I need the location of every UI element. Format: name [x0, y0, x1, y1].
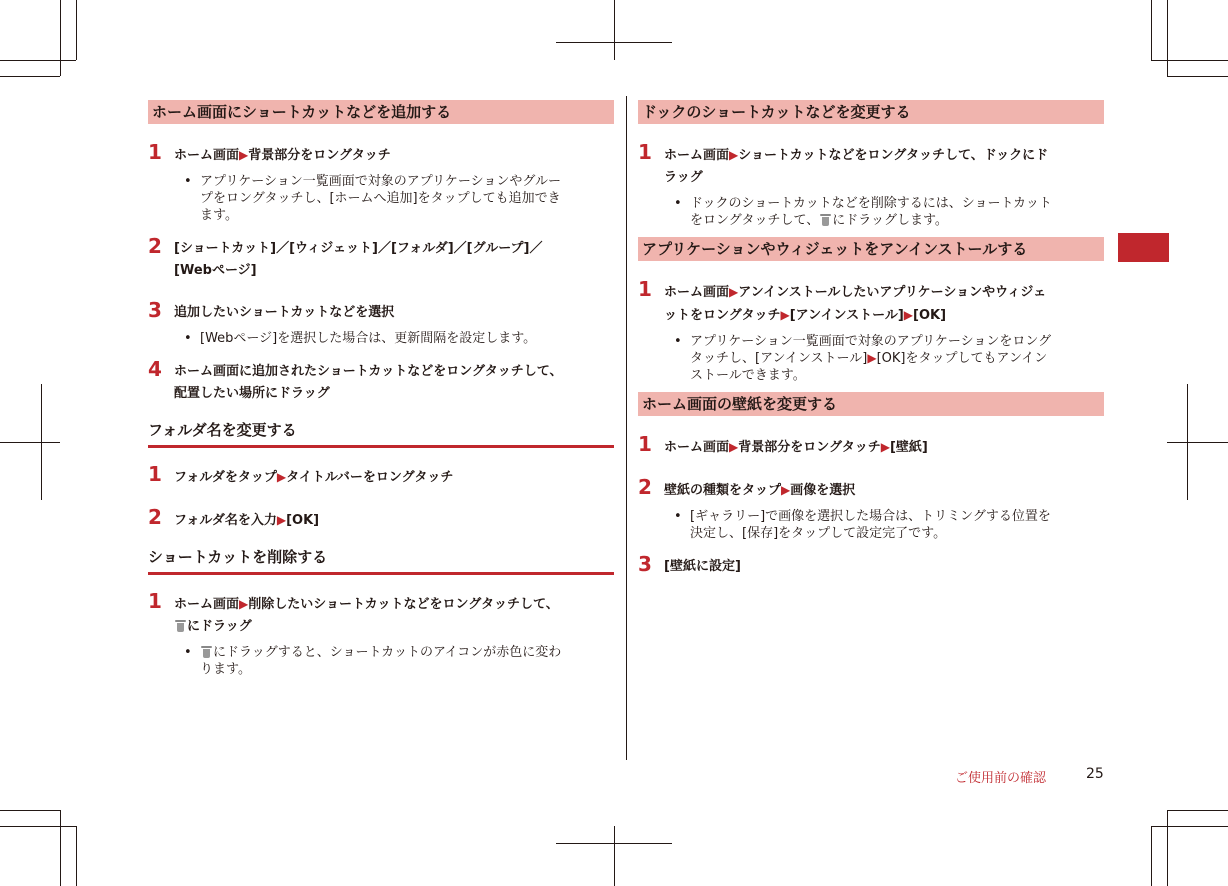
step: 3 [壁紙に設定]	[638, 552, 741, 576]
step-number: 1	[638, 432, 652, 456]
trash-icon	[201, 646, 212, 658]
arrow-icon: ▶	[729, 285, 739, 299]
column-divider	[626, 96, 627, 760]
step: 1 ホーム画面▶ショートカットなどをロングタッチして、ドックにド ラッグ	[638, 140, 1049, 185]
step-number: 1	[638, 140, 652, 164]
chapter-label: ご使用前の確認	[955, 771, 1047, 786]
page-number: 25	[1086, 766, 1104, 782]
step-number: 3	[148, 298, 162, 322]
note: • [ギャラリー]で画像を選択した場合は、トリミングする位置を 決定し、[保存]をタップして設定完了です。	[674, 509, 1051, 541]
note: • アプリケーション一覧画面で対象のアプリケーションやグルー プをロングタッチし、[ホームへ追加]をタップしても追加でき ます。	[184, 174, 562, 223]
note: • ドックのショートカットなどを削除するには、ショートカット をロングタッチして、 にドラッグします。	[674, 196, 1052, 228]
arrow-icon: ▶	[880, 440, 890, 454]
note: • アプリケーション一覧画面で対象のアプリケーションをロング タッチし、[アンインストール]▶[OK]をタップしてもアンイン ストールできます。	[674, 334, 1052, 383]
section-heading: ドックのショートカットなどを変更する	[638, 100, 1104, 124]
section-heading: フォルダ名を変更する	[148, 419, 614, 448]
step: 1 ホーム画面▶背景部分をロングタッチ	[148, 140, 391, 164]
step: 3 追加したいショートカットなどを選択	[148, 298, 395, 322]
arrow-icon: ▶	[276, 470, 287, 484]
step: 1 ホーム画面▶背景部分をロングタッチ▶[壁紙]	[638, 432, 928, 456]
step-number: 2	[638, 475, 652, 499]
bullet-icon: •	[674, 196, 682, 211]
step: 1 ホーム画面▶アンインストールしたいアプリケーションやウィジェ ットをロングタッチ▶[アンインストール]▶[OK]	[638, 277, 1047, 323]
section-heading: ホーム画面の壁紙を変更する	[638, 392, 1104, 416]
arrow-icon: ▶	[239, 148, 249, 162]
bullet-icon: •	[184, 645, 192, 660]
arrow-icon: ▶	[276, 513, 287, 527]
step-number: 1	[148, 140, 162, 164]
step: 4 ホーム画面に追加されたショートカットなどをロングタッチして、 配置したい場所にドラッグ	[148, 357, 563, 401]
step-number: 1	[148, 589, 162, 613]
bullet-icon: •	[184, 174, 192, 189]
section-heading: アプリケーションやウィジェットをアンインストールする	[638, 237, 1104, 261]
step-number: 2	[148, 234, 162, 258]
step: 2 壁紙の種類をタップ▶画像を選択	[638, 475, 856, 499]
step-number: 2	[148, 505, 162, 529]
right-column	[638, 100, 1104, 584]
section-heading: ショートカットを削除する	[148, 546, 614, 575]
left-column	[148, 100, 614, 678]
chapter-index-tab	[1118, 233, 1169, 262]
step: 1 フォルダをタップ▶タイトルバーをロングタッチ	[148, 462, 454, 486]
bullet-icon: •	[184, 331, 192, 346]
arrow-icon: ▶	[781, 483, 791, 497]
step: 1 ホーム画面▶削除したいショートカットなどをロングタッチして、 にドラッグ	[148, 589, 559, 634]
bullet-icon: •	[674, 334, 682, 349]
arrow-icon: ▶	[239, 597, 249, 611]
step-number: 4	[148, 357, 162, 381]
note: • にドラッグすると、ショートカットのアイコンが赤色に変わ ります。	[184, 645, 562, 677]
step: 2 [ショートカット]／[ウィジェット]／[フォルダ]／[グループ]／ [Webページ]	[148, 234, 543, 278]
arrow-icon: ▶	[903, 308, 914, 322]
arrow-icon: ▶	[780, 308, 790, 322]
section-heading: ホーム画面にショートカットなどを追加する	[148, 100, 614, 124]
step: 2 フォルダ名を入力▶[OK]	[148, 505, 320, 529]
trash-icon	[820, 214, 831, 226]
arrow-icon: ▶	[867, 351, 877, 365]
trash-icon	[175, 620, 186, 632]
bullet-icon: •	[674, 509, 682, 524]
step-number: 1	[148, 462, 162, 486]
step-number: 3	[638, 552, 652, 576]
step-number: 1	[638, 277, 652, 301]
arrow-icon: ▶	[729, 148, 739, 162]
arrow-icon: ▶	[729, 440, 739, 454]
note: • [Webページ]を選択した場合は、更新間隔を設定します。	[184, 331, 537, 346]
